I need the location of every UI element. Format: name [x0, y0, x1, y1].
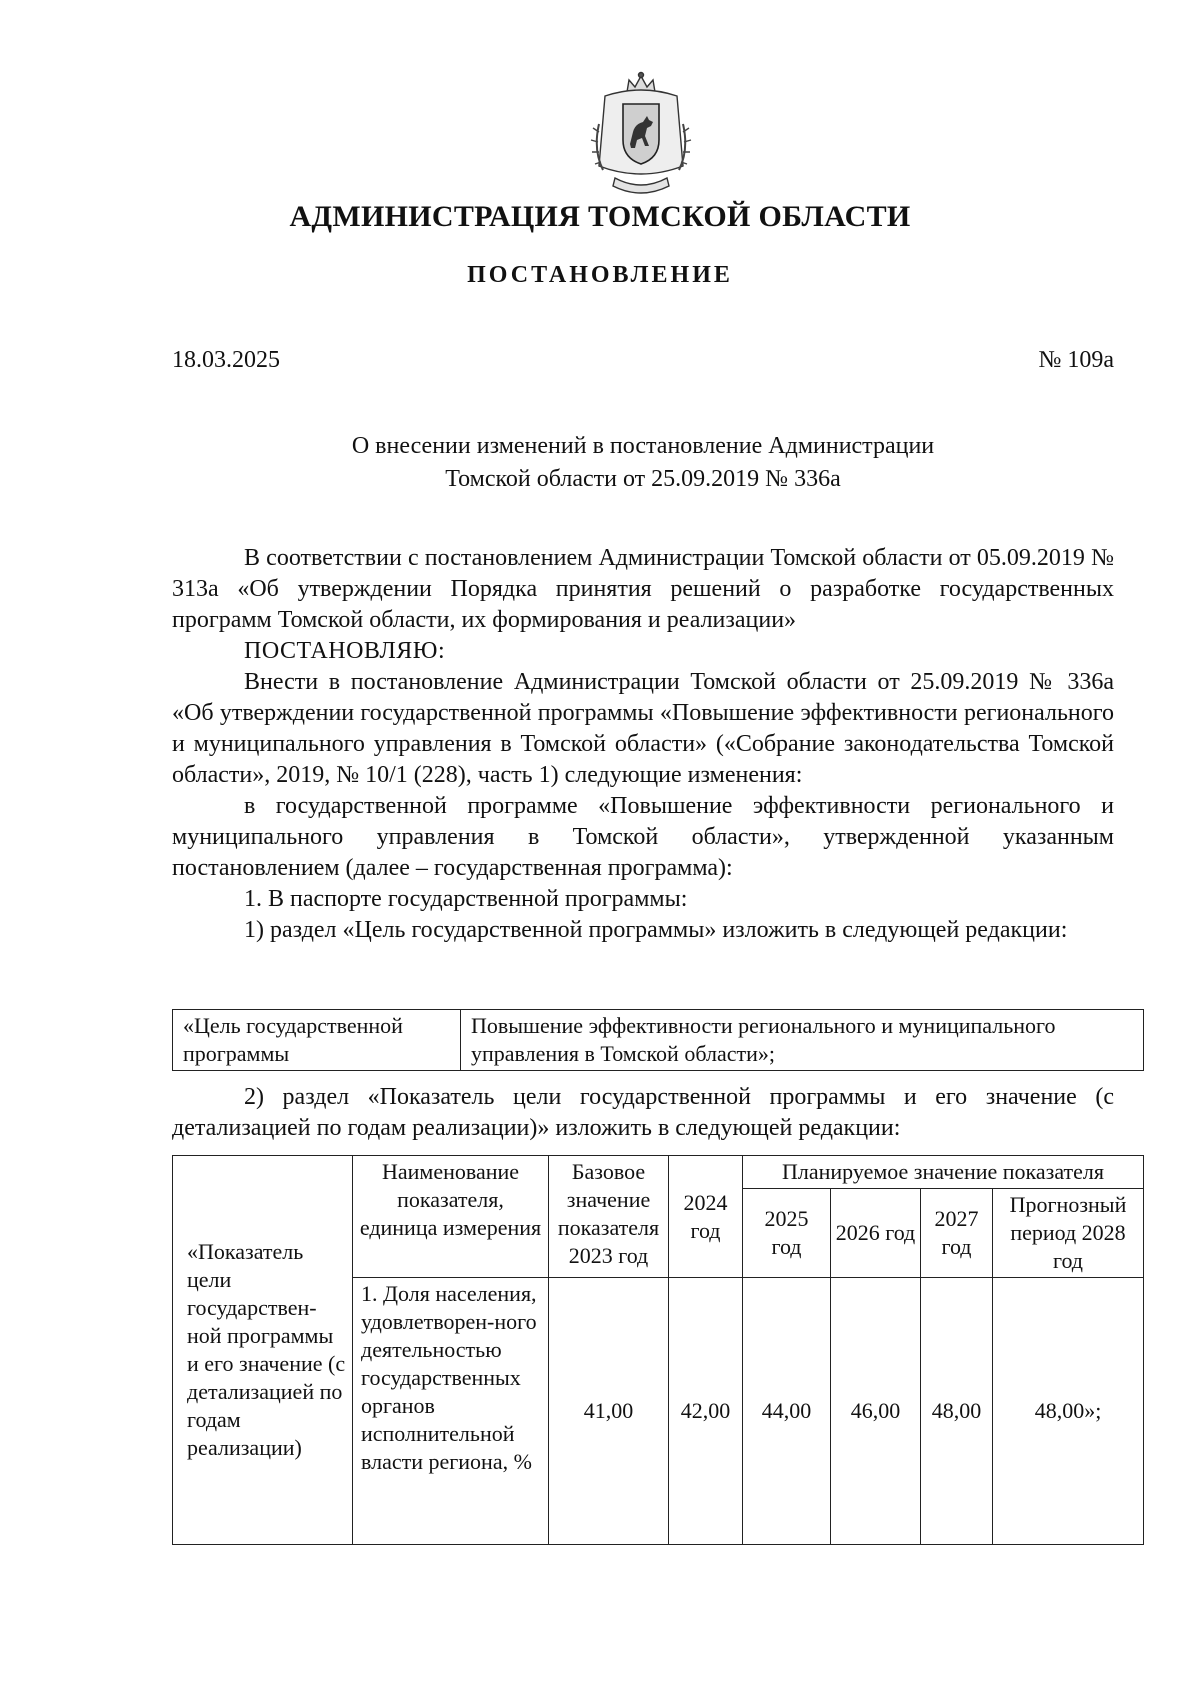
- organization-title: АДМИНИСТРАЦИЯ ТОМСКОЙ ОБЛАСТИ: [289, 200, 911, 233]
- indicator-forecast-cell: 48,00»;: [993, 1278, 1144, 1545]
- table-row: [173, 1010, 1144, 1071]
- indicator-2025-cell: 44,00: [743, 1278, 831, 1545]
- subject-line-1: О внесении изменений в постановление Администрации: [351, 433, 935, 459]
- header-planned: Планируемое значение показателя: [743, 1156, 1144, 1189]
- header-forecast: Прогнозный период 2028 год: [993, 1189, 1144, 1278]
- paragraph-amend: Внести в постановление Администрации Томской области от 25.09.2019 № 336а «Об утверждении государственной программы «Повышение эффективности регионального и муниципального управления в Томской области» («Собрание законодательства Томской области», 2019, № 10/1 (228), часть 1) следующие изменения:: [172, 669, 1114, 788]
- document-date: 18.03.2025: [172, 347, 280, 373]
- paragraph-passport: 1. В паспорте государственной программы:: [244, 886, 688, 912]
- indicator-2024-cell: 42,00: [669, 1278, 743, 1545]
- decree-word: ПОСТАНОВЛЯЮ:: [244, 638, 446, 664]
- document-number: № 109а: [1038, 347, 1114, 373]
- indicator-name-cell: 1. Доля населения, удовлетворен-ного деятельностью государственных органов исполнительной власти региона, %: [353, 1278, 549, 1545]
- document-body: [172, 543, 1114, 946]
- paragraph-program: в государственной программе «Повышение эффективности регионального и муниципального управления в Томской области», утвержденной указанным постановлением (далее – государственная программа):: [172, 793, 1114, 881]
- document-subject: [172, 430, 1114, 496]
- paragraph-indicator-section: [172, 1082, 1114, 1144]
- indicator-2026-cell: 46,00: [831, 1278, 921, 1545]
- subject-line-2: Томской области от 25.09.2019 № 336а: [445, 466, 841, 492]
- header-2027: 2027 год: [921, 1189, 993, 1278]
- indicator-2027-cell: 48,00: [921, 1278, 993, 1545]
- indicator-base-cell: 41,00: [549, 1278, 669, 1545]
- goal-value-cell: Повышение эффективности регионального и муниципального управления в Томской области»;: [461, 1010, 1144, 1071]
- indicator-table: [172, 1155, 1144, 1545]
- goal-table: [172, 1009, 1144, 1071]
- header-name: Наименование показателя, единица измерения: [353, 1156, 549, 1278]
- paragraph-indicator-text: 2) раздел «Показатель цели государственной программы и его значение (с детализацией по годам реализации)» изложить в следующей редакции:: [172, 1084, 1114, 1141]
- header-2026: 2026 год: [831, 1189, 921, 1278]
- table-header-row: [173, 1156, 1144, 1189]
- paragraph-goal-section: 1) раздел «Цель государственной программы» изложить в следующей редакции:: [244, 917, 1068, 943]
- paragraph-basis: В соответствии с постановлением Администрации Томской области от 05.09.2019 № 313а «Об утверждении Порядка принятия решений о разработке государственных программ Томской области, их формирования и реализации»: [172, 545, 1114, 633]
- header-2025: 2025 год: [743, 1189, 831, 1278]
- header-base: Базовое значение показателя 2023 год: [549, 1156, 669, 1278]
- goal-label-cell: «Цель государственной программы: [173, 1010, 461, 1071]
- coat-of-arms-emblem: [585, 70, 697, 200]
- document-type: ПОСТАНОВЛЕНИЕ: [467, 262, 733, 288]
- header-2024: 2024 год: [669, 1156, 743, 1278]
- row-label-cell: «Показатель цели государствен-ной программы и его значение (с детализацией по годам реализации): [173, 1156, 353, 1545]
